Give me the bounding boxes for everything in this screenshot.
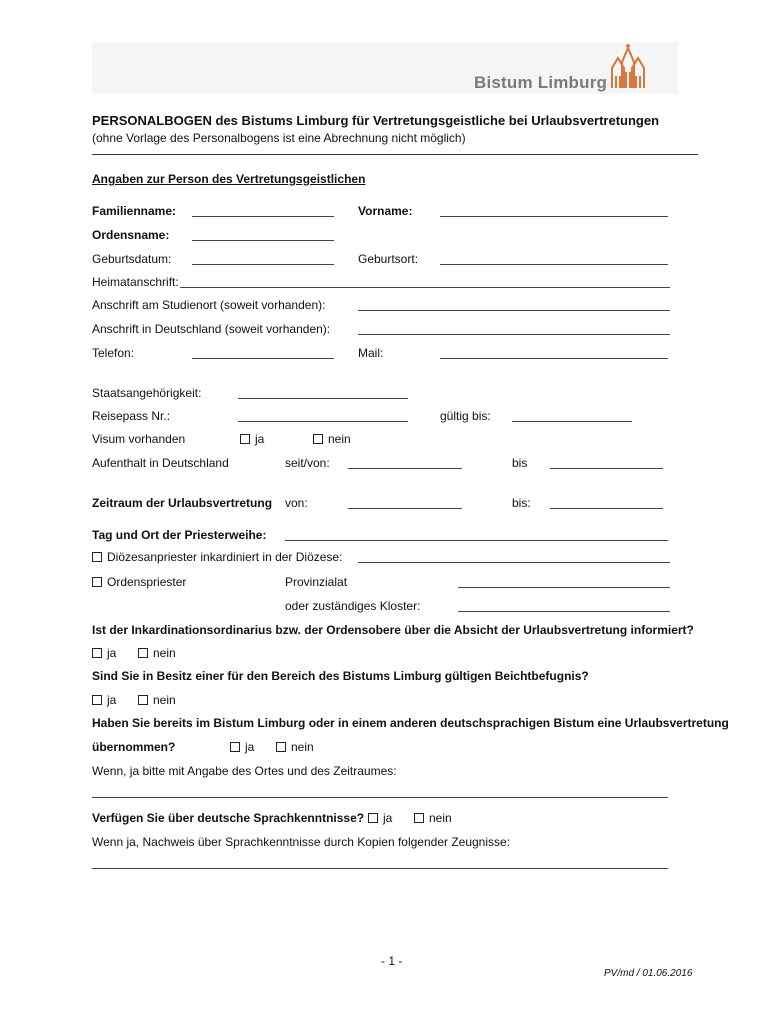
telefon-field[interactable] <box>192 358 334 359</box>
header-divider <box>92 154 698 155</box>
visum-nein-option[interactable] <box>313 432 351 446</box>
visum-label: Visum vorhanden <box>92 432 186 446</box>
q1-nein-label: nein <box>153 646 176 660</box>
checkbox-icon[interactable] <box>414 813 424 823</box>
question-beichtbefugnis: Sind Sie in Besitz einer für den Bereich des Bistums Limburg gültigen Beichtbefugnis? <box>92 669 589 683</box>
vorname-label: Vorname: <box>358 204 413 218</box>
q2-ja-option[interactable] <box>92 693 116 707</box>
ordensname-label: Ordensname: <box>92 228 170 242</box>
familienname-field[interactable] <box>192 216 334 217</box>
studienort-label: Anschrift am Studienort (soweit vorhanden): <box>92 298 326 312</box>
q3-ja-option[interactable] <box>230 740 254 754</box>
checkbox-icon[interactable] <box>92 648 102 658</box>
reisepass-label: Reisepass Nr.: <box>92 409 171 423</box>
q4-nein-label: nein <box>429 811 452 825</box>
zeitraum-bis-field[interactable] <box>550 508 663 509</box>
checkbox-icon[interactable] <box>92 552 102 562</box>
checkbox-icon[interactable] <box>368 813 378 823</box>
geburtsdatum-label: Geburtsdatum: <box>92 252 172 266</box>
dioezesanpriester-label: Diözesanpriester inkardiniert in der Diözese: <box>107 550 343 564</box>
form-subtitle: (ohne Vorlage des Personalbogens ist eine Abrechnung nicht möglich) <box>92 131 466 145</box>
zeitraum-bis-label: bis: <box>512 496 531 510</box>
mail-field[interactable] <box>440 358 668 359</box>
dioezesanpriester-option[interactable] <box>92 550 342 564</box>
dioezese-field[interactable] <box>358 562 670 563</box>
q4-note: Wenn ja, Nachweis über Sprachkenntnisse durch Kopien folgender Zeugnisse: <box>92 835 511 849</box>
q1-ja-label: ja <box>107 646 117 660</box>
page-number: - 1 - <box>381 954 403 968</box>
question-ordinarius: Ist der Inkardinationsordinarius bzw. der Ordensobere über die Absicht der Urlaubsvertretung informiert? <box>92 623 694 637</box>
q3-nein-label: nein <box>291 740 314 754</box>
checkbox-icon[interactable] <box>92 695 102 705</box>
anschrift-deutschland-field[interactable] <box>358 334 670 335</box>
cathedral-logo-icon <box>608 44 648 90</box>
checkbox-icon[interactable] <box>138 695 148 705</box>
q3-nein-option[interactable] <box>276 740 314 754</box>
ordenspriester-option[interactable] <box>92 575 186 589</box>
telefon-label: Telefon: <box>92 346 135 360</box>
section-heading-person: Angaben zur Person des Vertretungsgeistlichen <box>92 172 366 186</box>
q1-nein-option[interactable] <box>138 646 176 660</box>
question-sprachkenntnisse: Verfügen Sie über deutsche Sprachkenntnisse? <box>92 811 365 825</box>
geburtsort-label: Geburtsort: <box>358 252 419 266</box>
q4-ja-label: ja <box>383 811 393 825</box>
q4-nein-option[interactable] <box>414 811 452 825</box>
aufenthalt-bis-field[interactable] <box>550 468 663 469</box>
form-title: PERSONALBOGEN des Bistums Limburg für Vertretungsgeistliche bei Urlaubsvertretungen <box>92 113 660 128</box>
q2-nein-label: nein <box>153 693 176 707</box>
q3-note: Wenn, ja bitte mit Angabe des Ortes und des Zeitraumes: <box>92 764 397 778</box>
gueltig-bis-label: gültig bis: <box>440 409 491 423</box>
heimatanschrift-field[interactable] <box>180 287 670 288</box>
zeitraum-von-field[interactable] <box>348 508 462 509</box>
provinzialat-field[interactable] <box>458 587 670 588</box>
aufenthalt-bis-label: bis <box>512 456 528 470</box>
staatsangehoerigkeit-field[interactable] <box>238 398 408 399</box>
q2-ja-label: ja <box>107 693 117 707</box>
checkbox-icon[interactable] <box>92 577 102 587</box>
visum-ja-label: ja <box>255 432 265 446</box>
anschrift-deutschland-label: Anschrift in Deutschland (soweit vorhanden): <box>92 322 331 336</box>
checkbox-icon[interactable] <box>276 742 286 752</box>
priesterweihe-field[interactable] <box>285 540 668 541</box>
q4-answer-field[interactable] <box>92 868 668 869</box>
q2-nein-option[interactable] <box>138 693 176 707</box>
checkbox-icon[interactable] <box>313 434 323 444</box>
reisepass-field[interactable] <box>238 421 408 422</box>
q1-ja-option[interactable] <box>92 646 116 660</box>
ordensname-field[interactable] <box>192 240 334 241</box>
brand-logo-text: Bistum Limburg <box>474 73 608 92</box>
document-code: PV/md / 01.06.2016 <box>604 968 693 979</box>
mail-label: Mail: <box>358 346 384 360</box>
aufenthalt-seit-label: seit/von: <box>285 456 330 470</box>
staatsangehoerigkeit-label: Staatsangehörigkeit: <box>92 386 202 400</box>
q3-ja-label: ja <box>245 740 255 754</box>
visum-nein-label: nein <box>328 432 351 446</box>
familienname-label: Familienname: <box>92 204 177 218</box>
q4-ja-option[interactable] <box>368 811 392 825</box>
question-uebernommen: übernommen? <box>92 740 176 754</box>
geburtsort-field[interactable] <box>440 264 668 265</box>
priesterweihe-label: Tag und Ort der Priesterweihe: <box>92 528 267 542</box>
ordenspriester-label: Ordenspriester <box>107 575 187 589</box>
zeitraum-label: Zeitraum der Urlaubsvertretung <box>92 496 273 510</box>
checkbox-icon[interactable] <box>230 742 240 752</box>
kloster-field[interactable] <box>458 611 670 612</box>
aufenthalt-seit-field[interactable] <box>348 468 462 469</box>
heimatanschrift-label: Heimatanschrift: <box>92 275 179 289</box>
gueltig-bis-field[interactable] <box>512 421 632 422</box>
vorname-field[interactable] <box>440 216 668 217</box>
checkbox-icon[interactable] <box>240 434 250 444</box>
provinzialat-label: Provinzialat <box>285 575 348 589</box>
visum-ja-option[interactable] <box>240 432 264 446</box>
question-urlaubsvertretung: Haben Sie bereits im Bistum Limburg oder in einem anderen deutschsprachigen Bistum eine Urlaubsvertretung <box>92 716 729 730</box>
zeitraum-von-label: von: <box>285 496 308 510</box>
aufenthalt-label: Aufenthalt in Deutschland <box>92 456 229 470</box>
checkbox-icon[interactable] <box>138 648 148 658</box>
geburtsdatum-field[interactable] <box>192 264 334 265</box>
kloster-label: oder zuständiges Kloster: <box>285 599 421 613</box>
q3-answer-field[interactable] <box>92 797 668 798</box>
studienort-field[interactable] <box>358 310 670 311</box>
